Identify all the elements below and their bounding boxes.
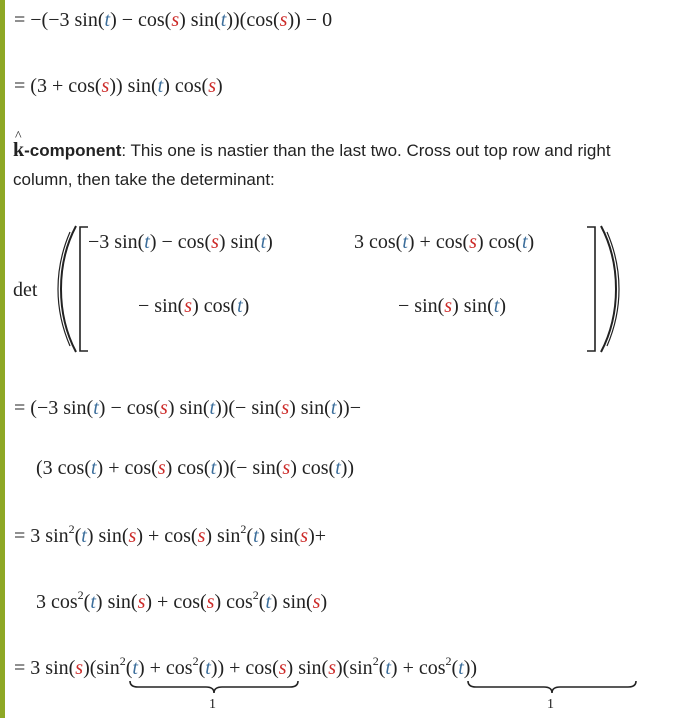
matrix-cell-2-1: − sin(s) cos(t) [138,295,250,317]
equation-line-3: = (−3 sin(t) − cos(s) sin(t))(− sin(s) sin(t))− [14,397,361,419]
matrix-cell-1-2: 3 cos(t) + cos(s) cos(t) [354,231,535,253]
equation-line-2: = (3 + cos(s)) sin(t) cos(s) [14,75,223,97]
k-component-paragraph [13,136,673,194]
det-label: det [13,279,38,301]
underbrace-left-value: 1 [209,697,216,712]
equation-line-6: 3 $\cos^2(t) \sin(s) + \cos(s)$ $\cos^2(t)$ sin(s) [36,588,328,613]
matrix-cell-1-1: −3 sin(t) − cos(s) sin(t) [88,231,273,253]
k-component-label: -component [24,141,122,160]
underbrace-right-value: 1 [547,697,554,712]
matrix-cell-2-2: − sin(s) sin(t) [398,295,506,317]
equation-line-1: = −(−3 sin(t) − cos(s) sin(t))(cos(s)) − 0 [14,9,333,31]
paragraph-text: : This one is nastier than the last two. Cross out top row and right column, then take the determinant: [13,141,611,189]
equation-line-4: (3 cos(t) + cos(s) cos(t))(− sin(s) cos(t)) [36,457,355,479]
equation-line-7: = 3 $\sin(s)(\sin^2(t) + \cos^2(t)) + \cos(s) \sin(s)(\sin^2(t) + \cos^2(t))$ [14,654,478,679]
k-hat-symbol: ^ k [13,136,24,165]
underbrace-left [128,680,300,694]
left-accent-bar [0,0,5,718]
underbrace-right [466,680,638,694]
equation-line-5: = 3 $\sin^2(t) \sin(s) + \cos(s)$ $\sin^2(t)$ sin(s)+ [14,522,327,547]
outer-right-paren [595,224,625,354]
